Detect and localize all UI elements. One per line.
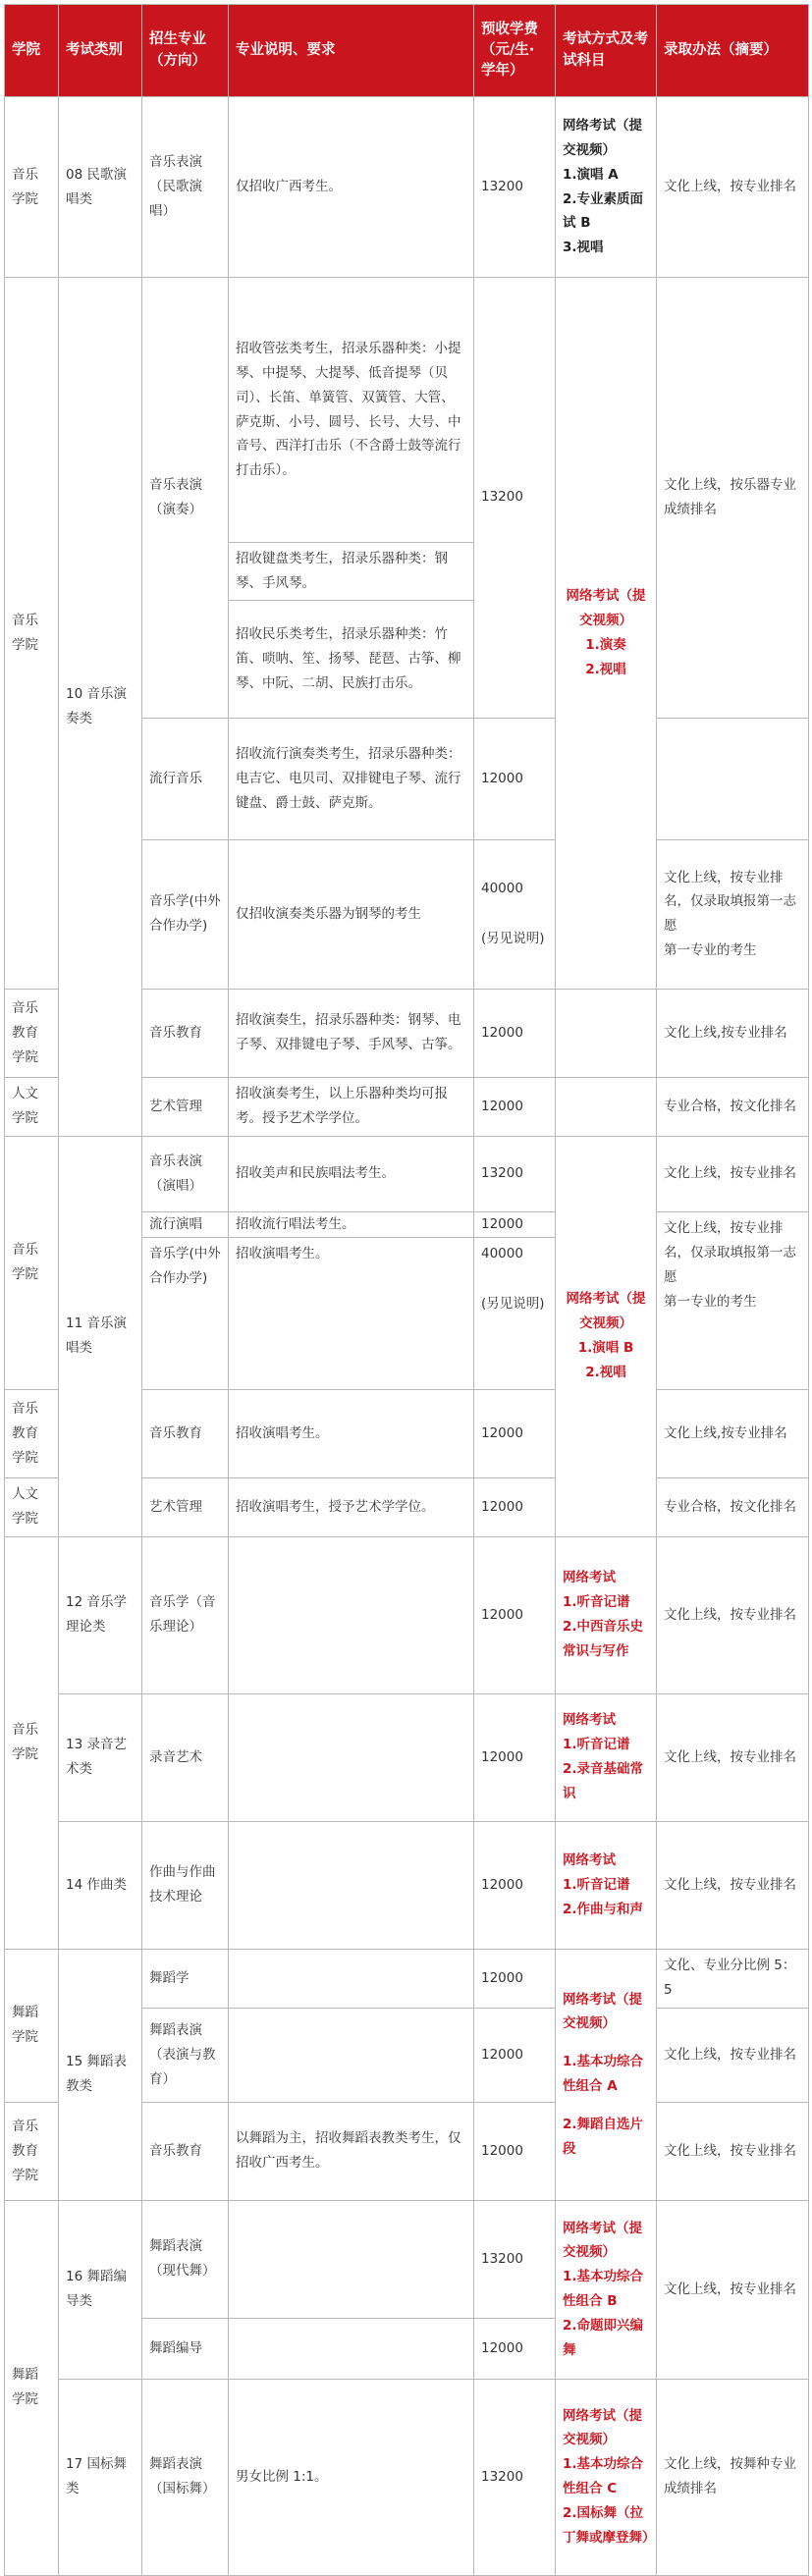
admit-cell: 文化上线，按专业排名 — [657, 97, 809, 278]
desc-cell: 以舞蹈为主，招收舞蹈表教类考生，仅招收广西考生。 — [229, 2102, 474, 2200]
exam-line: 2.作曲与和声 — [563, 1901, 644, 1917]
desc-cell: 招收演唱考生，授予艺术学学位。 — [229, 1477, 474, 1536]
major-cell: 舞蹈编导 — [142, 2318, 229, 2379]
exam-cell — [556, 1949, 657, 2200]
desc-cell — [229, 1536, 474, 1693]
major-cell: 音乐教育 — [142, 989, 229, 1077]
fee-cell: 12000 — [474, 1949, 556, 2008]
fee-cell: 12000 — [474, 989, 556, 1077]
table-row — [5, 1136, 809, 1211]
fee-cell: 13200 — [474, 97, 556, 278]
admit-line: 第一专业的考生 — [664, 1293, 757, 1310]
fee-value: 40000 — [481, 881, 523, 897]
admit-cell: 文化上线，按专业排名 — [657, 1536, 809, 1693]
major-cell: 艺术管理 — [142, 1477, 229, 1536]
exam-cell — [556, 1821, 657, 1949]
admit-cell: 专业合格，按文化排名 — [657, 1477, 809, 1536]
major-cell: 音乐表演（演唱） — [142, 1136, 229, 1211]
category-cell: 10 音乐演奏类 — [59, 278, 142, 1137]
fee-cell: 12000 — [474, 1693, 556, 1821]
category-cell: 17 国标舞类 — [59, 2379, 142, 2575]
desc-cell — [229, 1949, 474, 2008]
fee-cell: 12000 — [474, 2318, 556, 2379]
admit-line: 文化上线，按专业排名，仅录取填报第一志愿 — [664, 1219, 796, 1285]
exam-line: 网络考试 — [563, 1712, 616, 1729]
admit-line: 文化上线，按专业排名，仅录取填报第一志愿 — [664, 869, 796, 935]
desc-cell — [229, 2008, 474, 2102]
major-cell: 音乐表演（演奏） — [142, 278, 229, 719]
exam-line: 网络考试（提交视频） — [563, 2407, 642, 2448]
desc-cell: 仅招收演奏类乐器为钢琴的考生 — [229, 839, 474, 989]
table-row — [5, 1821, 809, 1949]
admit-cell: 文化上线，按舞种专业成绩排名 — [657, 2379, 809, 2575]
exam-cell — [556, 2379, 657, 2575]
exam-line: 1.演奏 — [585, 636, 626, 653]
category-cell: 13 录音艺术类 — [59, 1693, 142, 1821]
admit-cell — [657, 718, 809, 839]
header-major: 招生专业（方向） — [142, 5, 229, 97]
major-cell: 录音艺术 — [142, 1693, 229, 1821]
admit-cell: 文化上线，按专业排名 — [657, 1136, 809, 1211]
fee-note: (另见说明) — [481, 931, 545, 947]
exam-cell — [556, 1136, 657, 1536]
header-row — [5, 5, 809, 97]
major-cell: 舞蹈学 — [142, 1949, 229, 2008]
fee-cell — [474, 839, 556, 989]
exam-line: 网络考试（提交视频） — [566, 1291, 646, 1332]
fee-cell: 12000 — [474, 1536, 556, 1693]
desc-cell: 男女比例 1:1。 — [229, 2379, 474, 2575]
college-cell: 人文学院 — [5, 1077, 59, 1136]
exam-cell — [556, 1077, 657, 1136]
major-cell: 音乐表演（民歌演唱） — [142, 97, 229, 278]
exam-cell — [556, 278, 657, 990]
fee-cell: 12000 — [474, 1477, 556, 1536]
fee-cell: 12000 — [474, 2102, 556, 2200]
desc-cell — [229, 2200, 474, 2318]
college-cell: 音乐教育学院 — [5, 2102, 59, 2200]
major-cell: 音乐教育 — [142, 2102, 229, 2200]
major-cell: 流行音乐 — [142, 718, 229, 839]
desc-cell: 招收管弦类考生，招录乐器种类：小提琴、中提琴、大提琴、低音提琴（贝司）、长笛、单簧管、双簧管、大管、萨克斯、小号、圆号、长号、大号、中音号、西洋打击乐（不含爵士鼓等流行打击乐）。 — [229, 278, 474, 543]
college-cell: 舞蹈学院 — [5, 1949, 59, 2102]
exam-line: 网络考试（提交视频） — [566, 588, 646, 628]
desc-cell — [229, 1821, 474, 1949]
exam-line: 1.听音记谱 — [563, 1594, 630, 1611]
exam-line: 1.基本功综合性组合 C — [563, 2456, 644, 2497]
exam-line: 1.听音记谱 — [563, 1876, 630, 1893]
exam-line: 1.听音记谱 — [563, 1737, 630, 1753]
admit-cell: 文化上线，按专业排名 — [657, 1821, 809, 1949]
exam-cell — [556, 97, 657, 278]
fee-cell: 12000 — [474, 1821, 556, 1949]
desc-cell: 招收美声和民族唱法考生。 — [229, 1136, 474, 1211]
desc-cell: 招收民乐类考生，招录乐器种类：竹笛、唢呐、笙、扬琴、琵琶、古筝、柳琴、中阮、二胡、民族打击乐。 — [229, 600, 474, 718]
desc-cell: 仅招收广西考生。 — [229, 97, 474, 278]
major-cell: 音乐学(中外合作办学) — [142, 1237, 229, 1389]
desc-cell: 招收键盘类考生，招录乐器种类：钢琴、手风琴。 — [229, 543, 474, 601]
admit-cell — [657, 839, 809, 989]
admit-cell: 文化上线，按专业排名 — [657, 2102, 809, 2200]
admit-cell: 文化上线，按专业排名 — [657, 1693, 809, 1821]
exam-cell — [556, 1693, 657, 1821]
header-exam: 考试方式及考试科目 — [556, 5, 657, 97]
major-cell: 艺术管理 — [142, 1077, 229, 1136]
fee-cell: 13200 — [474, 2200, 556, 2318]
exam-cell — [556, 2200, 657, 2379]
desc-cell: 招收演奏生，招录乐器种类：钢琴、电子琴、双排键电子琴、手风琴、古筝。 — [229, 989, 474, 1077]
major-cell: 音乐教育 — [142, 1389, 229, 1477]
major-cell: 舞蹈表演（国标舞） — [142, 2379, 229, 2575]
exam-cell — [556, 1536, 657, 1693]
exam-line: 2.命题即兴编舞 — [563, 2318, 644, 2359]
fee-cell — [474, 1237, 556, 1389]
desc-cell: 招收演唱考生。 — [229, 1389, 474, 1477]
desc-cell: 招收演唱考生。 — [229, 1237, 474, 1389]
header-admit: 录取办法（摘要） — [657, 5, 809, 97]
desc-cell — [229, 2318, 474, 2379]
header-college: 学院 — [5, 5, 59, 97]
category-cell: 11 音乐演唱类 — [59, 1136, 142, 1536]
exam-line: 网络考试 — [563, 1570, 616, 1586]
fee-note: (另见说明) — [481, 1295, 545, 1312]
table-row — [5, 97, 809, 278]
exam-line: 1.演唱 B — [577, 1340, 634, 1357]
desc-cell: 招收演奏考生，以上乐器种类均可报考。授予艺术学学位。 — [229, 1077, 474, 1136]
college-cell: 音乐学院 — [5, 278, 59, 990]
exam-line: 2.视唱 — [585, 661, 626, 677]
major-cell: 音乐学(中外合作办学) — [142, 839, 229, 989]
admit-cell: 文化上线，按乐器专业成绩排名 — [657, 278, 809, 719]
major-cell: 音乐学（音乐理论） — [142, 1536, 229, 1693]
desc-cell: 招收流行唱法考生。 — [229, 1211, 474, 1237]
college-cell: 音乐学院 — [5, 1536, 59, 1949]
admission-table — [4, 4, 809, 2576]
exam-line: 2.舞蹈自选片段 — [563, 2117, 644, 2158]
fee-cell: 13200 — [474, 1136, 556, 1211]
exam-line: 2.专业素质面试 B — [563, 190, 644, 232]
major-cell: 作曲与作曲技术理论 — [142, 1821, 229, 1949]
admit-cell — [657, 1211, 809, 1389]
table-row — [5, 1693, 809, 1821]
exam-line: 网络考试（提交视频） — [563, 117, 642, 158]
category-cell: 12 音乐学理论类 — [59, 1536, 142, 1693]
table-row — [5, 278, 809, 543]
fee-cell: 13200 — [474, 2379, 556, 2575]
fee-cell: 12000 — [474, 1077, 556, 1136]
college-cell: 舞蹈学院 — [5, 2200, 59, 2575]
header-fee: 预收学费（元/生·学年） — [474, 5, 556, 97]
major-cell: 舞蹈表演（表演与教育） — [142, 2008, 229, 2102]
fee-value: 40000 — [481, 1245, 523, 1261]
exam-line: 2.录音基础常识 — [563, 1761, 644, 1802]
exam-line: 1.基本功综合性组合 B — [563, 2269, 644, 2310]
desc-cell — [229, 1693, 474, 1821]
category-cell: 16 舞蹈编导类 — [59, 2200, 142, 2379]
table-row — [5, 1536, 809, 1693]
category-cell: 08 民歌演唱类 — [59, 97, 142, 278]
exam-cell — [556, 989, 657, 1077]
table-row — [5, 2200, 809, 2318]
exam-line: 1.演唱 A — [563, 166, 619, 183]
admit-cell: 文化上线,按专业排名 — [657, 1389, 809, 1477]
exam-line: 2.中西音乐史常识与写作 — [563, 1619, 644, 1660]
major-cell: 舞蹈表演（现代舞） — [142, 2200, 229, 2318]
fee-cell: 12000 — [474, 1389, 556, 1477]
fee-cell: 12000 — [474, 2008, 556, 2102]
category-cell: 14 作曲类 — [59, 1821, 142, 1949]
admit-cell: 专业合格，按文化排名 — [657, 1077, 809, 1136]
college-cell: 人文学院 — [5, 1477, 59, 1536]
college-cell: 音乐学院 — [5, 1136, 59, 1389]
admit-cell: 文化上线，按专业排名 — [657, 2200, 809, 2379]
table-row — [5, 2379, 809, 2575]
college-cell: 音乐学院 — [5, 97, 59, 278]
table-row — [5, 1949, 809, 2008]
admit-cell: 文化、专业分比例 5：5 — [657, 1949, 809, 2008]
fee-cell: 12000 — [474, 1211, 556, 1237]
admit-line: 第一专业的考生 — [664, 942, 757, 959]
admit-cell: 文化上线,按专业排名 — [657, 989, 809, 1077]
exam-line: 2.视唱 — [585, 1365, 626, 1381]
exam-line: 网络考试（提交视频） — [563, 2220, 642, 2261]
exam-line: 网络考试 — [563, 1852, 616, 1868]
header-desc: 专业说明、要求 — [229, 5, 474, 97]
major-cell: 流行演唱 — [142, 1211, 229, 1237]
college-cell: 音乐教育学院 — [5, 1389, 59, 1477]
college-cell: 音乐教育学院 — [5, 989, 59, 1077]
desc-cell: 招收流行演奏类考生，招录乐器种类：电吉它、电贝司、双排键电子琴、流行键盘、爵士鼓、萨克斯。 — [229, 718, 474, 839]
exam-line: 1.基本功综合性组合 A — [563, 2054, 644, 2095]
exam-line: 3.视唱 — [563, 240, 604, 256]
category-cell: 15 舞蹈表教类 — [59, 1949, 142, 2200]
admit-cell: 文化上线，按专业排名 — [657, 2008, 809, 2102]
exam-line: 2.国标舞（拉丁舞或摩登舞） — [563, 2505, 656, 2547]
header-category: 考试类别 — [59, 5, 142, 97]
exam-line: 网络考试（提交视频） — [563, 1991, 642, 2032]
fee-cell: 13200 — [474, 278, 556, 719]
fee-cell: 12000 — [474, 718, 556, 839]
